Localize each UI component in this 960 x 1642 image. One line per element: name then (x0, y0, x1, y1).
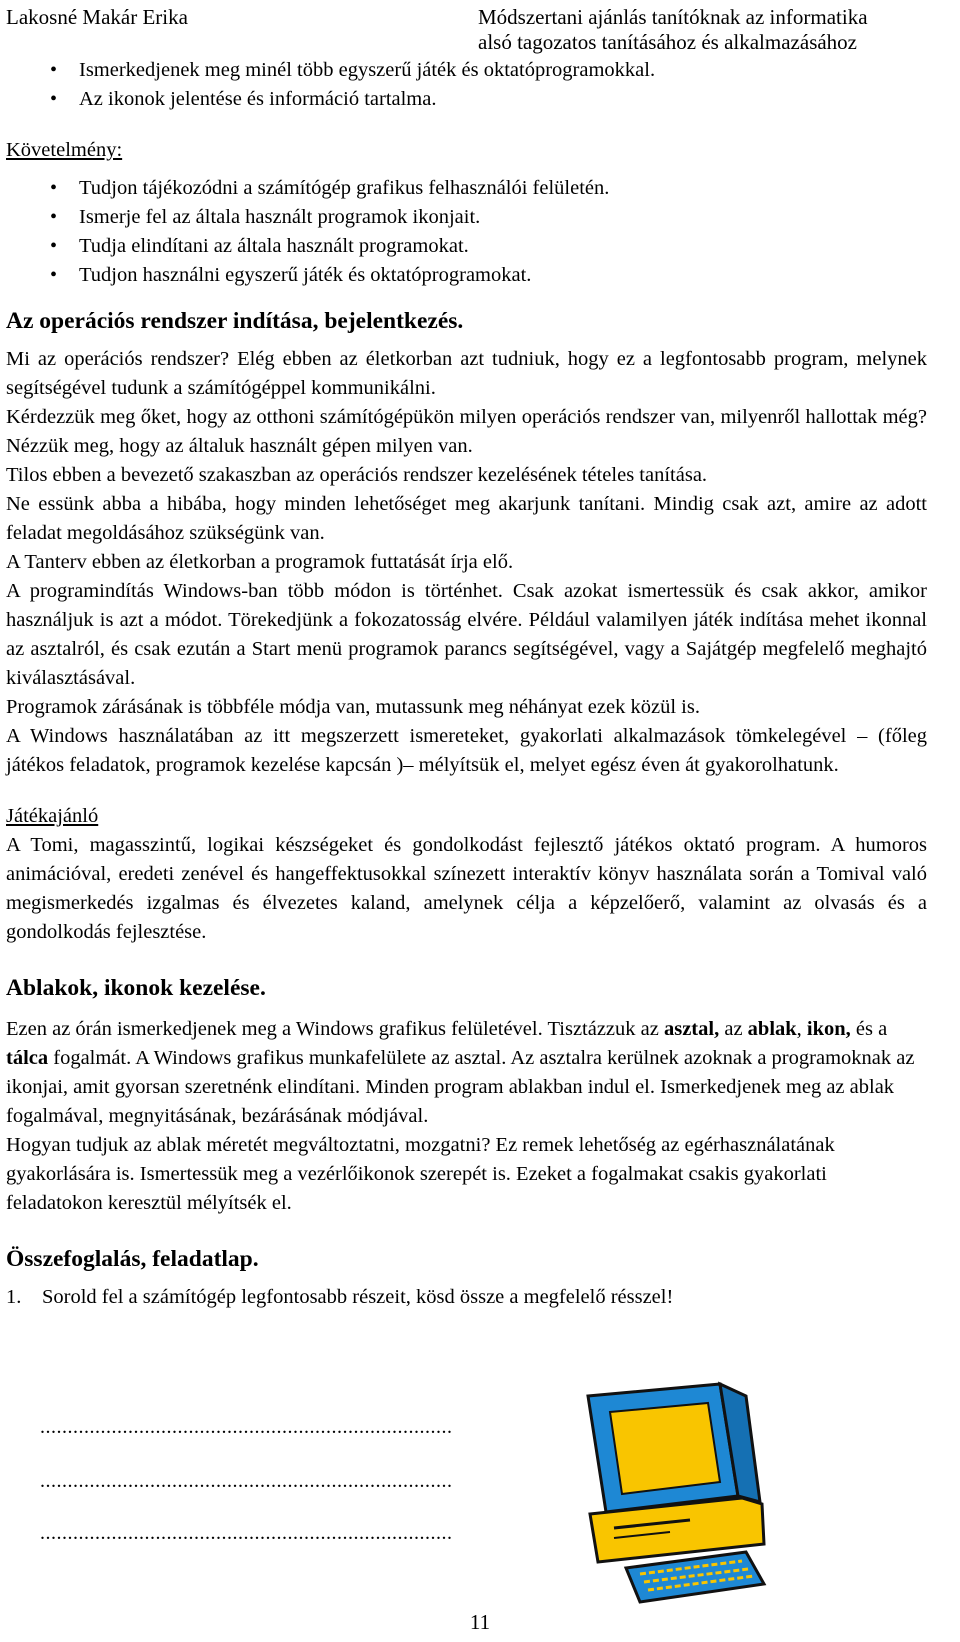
header-title-line1: Módszertani ajánlás tanítóknak az informatika (478, 5, 868, 29)
task-text: Sorold fel a számítógép legfontosabb részeit, kösd össze a megfelelő résszel! (42, 1286, 674, 1308)
section-heading-windows: Ablakok, ikonok kezelése. (6, 975, 266, 1001)
paragraph: Ne essünk abba a hibába, hogy minden lehetőséget meg akarjunk tanítani. Mindig csak azt, amire az adott feladat megoldásához szükségünk van. (6, 493, 927, 544)
list-item: • Tudjon használni egyszerű játék és oktatóprogramokat. (6, 261, 927, 290)
term-ablak: ablak (747, 1018, 797, 1040)
section-heading-summary: Összefoglalás, feladatlap. (6, 1246, 259, 1272)
task-number: 1. (6, 1286, 22, 1308)
header-title-line2: alsó tagozatos tanításához és alkalmazásához (478, 30, 858, 54)
paragraph: A Windows használatában az itt megszerzett ismereteket, gyakorlati alkalmazások tömkelegével – (főleg játékos feladatok, programok kezelése kapcsán )– mélyítsük el, melyet egész éven át gyakorolhatunk. (6, 725, 927, 776)
answer-blank-line: ........................................................................... (40, 1416, 453, 1438)
task-item (6, 1283, 927, 1312)
list-item: • Tudja elindítani az általa használt programokat. (6, 232, 927, 261)
text-run: Ezen az órán ismerkedjenek meg a Windows grafikus felületével. Tisztázzuk az (6, 1018, 664, 1040)
page-number: 11 (469, 1610, 491, 1634)
header-author: Lakosné Makár Erika (6, 5, 188, 29)
term-asztal: asztal, (663, 1018, 720, 1040)
document-body (6, 56, 927, 1312)
paragraph: Tilos ebben a bevezető szakaszban az operációs rendszer kezelésének tételes tanítása. (6, 464, 708, 486)
game-tip-paragraph: A Tomi, magasszintű, logikai készségeket és gondolkodást fejlesztő játékos oktató program. A humoros animációval, eredeti zenével és hangeffektusokkal színezett interaktív könyv használata során a Tomival való megismerkedés izgalmas és élvezetes kaland, amelynek célja a képzelőerő, valamint az olvasás és a gondolkodás fejlesztése. (6, 834, 927, 943)
term-ikon: ikon, (806, 1018, 851, 1040)
answer-blank-line: ........................................................................... (40, 1522, 453, 1544)
requirements-heading: Követelmény: (6, 139, 123, 161)
text-run: , (796, 1018, 807, 1040)
paragraph: Kérdezzük meg őket, hogy az otthoni számítógépükön milyen operációs rendszer van, milyenről hallottak még? Nézzük meg, hogy az általuk használt gépen milyen van. (6, 406, 927, 457)
answer-blank-line: ........................................................................... (40, 1470, 453, 1492)
list-item: • Ismerkedjenek meg minél több egyszerű játék és oktatóprogramokkal. (6, 56, 927, 85)
intro-bullet-list (6, 56, 927, 114)
text-run: az (719, 1018, 748, 1040)
paragraph: Programok zárásának is többféle módja van, mutassunk meg néhányat ezek közül is. (6, 696, 700, 718)
text-run: fogalmát. A Windows grafikus munkafelülete az asztal. Az asztalra kerülnek azoknak a programoknak az ikonjai, amit gyorsan szeretnénk elindítani. Minden program ablakban indul el. Ismerkedjenek meg az ablak fogalmával, megnyitásának, bezárásának módjával. (6, 1047, 915, 1127)
paragraph: A programindítás Windows-ban több módon is történhet. Csak azokat ismertessük és csak akkor, amikor használjuk is azt a módot. Törekedjünk a fokozatosság elvére. Például valamilyen játék indítása mehet ikonnal az asztalról, és csak ezután a Start menü programok parancs segítségével, vagy a Sajátgép megfelelő meghajtó kiválasztásával. (6, 580, 927, 689)
paragraph: A Tanterv ebben az életkorban a programok futtatását írja elő. (6, 551, 514, 573)
paragraph: Mi az operációs rendszer? Elég ebben az életkorban azt tudniuk, hogy ez a legfontosabb program, melynek segítségével tudunk a számítógéppel kommunikálni. (6, 348, 927, 399)
term-talca: tálca (6, 1047, 49, 1069)
text-run: és a (850, 1018, 888, 1040)
requirements-list (6, 174, 927, 290)
paragraph (6, 1015, 927, 1131)
list-item: • Az ikonok jelentése és információ tartalma. (6, 85, 927, 114)
list-item: • Ismerje fel az általa használt programok ikonjait. (6, 203, 927, 232)
list-item: • Tudjon tájékozódni a számítógép grafikus felhasználói felületén. (6, 174, 927, 203)
game-tip-heading: Játékajánló (6, 805, 99, 827)
section-heading-os: Az operációs rendszer indítása, bejelentkezés. (6, 308, 464, 334)
paragraph: Hogyan tudjuk az ablak méretét megváltoztatni, mozgatni? Ez remek lehetőség az egérhasználatának gyakorlására is. Ismertessük meg a vezérlőikonok szerepét is. Ezeket a fogalmakat csakis gyakorlati feladatokon keresztül mélyítsék el. (6, 1134, 835, 1214)
computer-clipart-icon (570, 1378, 770, 1606)
header-title (478, 4, 948, 56)
